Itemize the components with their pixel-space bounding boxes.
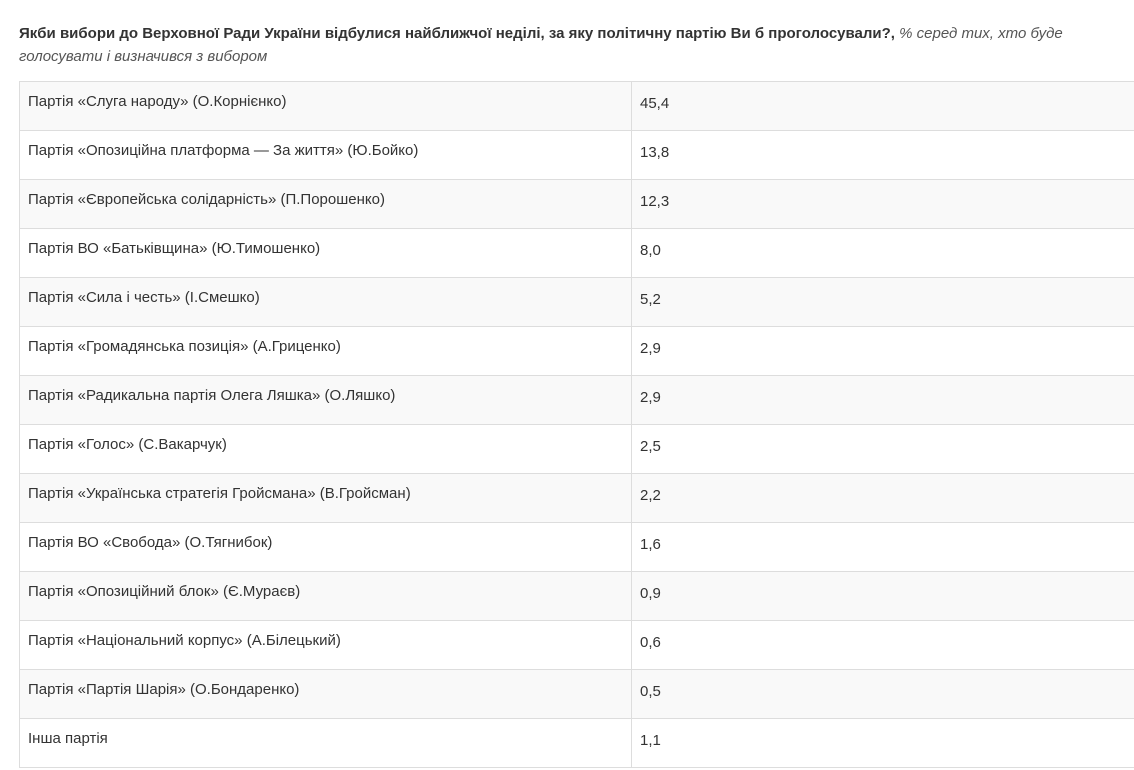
party-percent-cell: 1,1 — [632, 719, 1134, 768]
table-row — [20, 719, 1134, 768]
table-row — [20, 327, 1134, 376]
table-row — [20, 523, 1134, 572]
party-name-cell: Партія «Українська стратегія Гройсмана» (В.Гройсман) — [20, 474, 632, 523]
party-name-cell: Партія «Опозиційна платформа — За життя» (Ю.Бойко) — [20, 131, 632, 180]
party-name-cell: Партія «Партія Шарія» (О.Бондаренко) — [20, 670, 632, 719]
party-percent-cell: 45,4 — [632, 82, 1134, 131]
party-name-cell: Партія «Національний корпус» (А.Білецький) — [20, 621, 632, 670]
results-table-body — [20, 82, 1134, 768]
party-percent-cell: 0,5 — [632, 670, 1134, 719]
party-percent-cell: 0,6 — [632, 621, 1134, 670]
table-row — [20, 621, 1134, 670]
party-name-cell: Партія «Радикальна партія Олега Ляшка» (О.Ляшко) — [20, 376, 632, 425]
party-percent-cell: 0,9 — [632, 572, 1134, 621]
table-row — [20, 425, 1134, 474]
party-name-cell: Партія «Слуга народу» (О.Корнієнко) — [20, 82, 632, 131]
table-row — [20, 278, 1134, 327]
party-percent-cell: 2,2 — [632, 474, 1134, 523]
party-name-cell: Партія ВО «Свобода» (О.Тягнибок) — [20, 523, 632, 572]
party-name-cell: Партія «Сила і честь» (І.Смешко) — [20, 278, 632, 327]
results-table — [19, 81, 1134, 768]
table-row — [20, 131, 1134, 180]
party-percent-cell: 12,3 — [632, 180, 1134, 229]
survey-question — [19, 22, 1124, 68]
table-row — [20, 229, 1134, 278]
party-name-cell: Партія «Опозиційний блок» (Є.Мураєв) — [20, 572, 632, 621]
party-name-cell: Партія «Громадянська позиція» (А.Гриценко) — [20, 327, 632, 376]
party-percent-cell: 2,9 — [632, 327, 1134, 376]
question-note: % серед тих, хто буде голосувати і визначився з вибором — [19, 25, 1063, 65]
table-row — [20, 572, 1134, 621]
party-percent-cell: 1,6 — [632, 523, 1134, 572]
table-row — [20, 376, 1134, 425]
question-text: Якби вибори до Верховної Ради України відбулися найближчої неділі, за яку політичну партію Ви б проголосували?, — [19, 25, 895, 42]
party-name-cell: Партія ВО «Батьківщина» (Ю.Тимошенко) — [20, 229, 632, 278]
party-percent-cell: 8,0 — [632, 229, 1134, 278]
table-row — [20, 474, 1134, 523]
party-percent-cell: 2,9 — [632, 376, 1134, 425]
party-percent-cell: 2,5 — [632, 425, 1134, 474]
table-row — [20, 82, 1134, 131]
party-percent-cell: 13,8 — [632, 131, 1134, 180]
party-percent-cell: 5,2 — [632, 278, 1134, 327]
table-row — [20, 180, 1134, 229]
table-row — [20, 670, 1134, 719]
party-name-cell: Інша партія — [20, 719, 632, 768]
party-name-cell: Партія «Голос» (С.Вакарчук) — [20, 425, 632, 474]
party-name-cell: Партія «Європейська солідарність» (П.Порошенко) — [20, 180, 632, 229]
